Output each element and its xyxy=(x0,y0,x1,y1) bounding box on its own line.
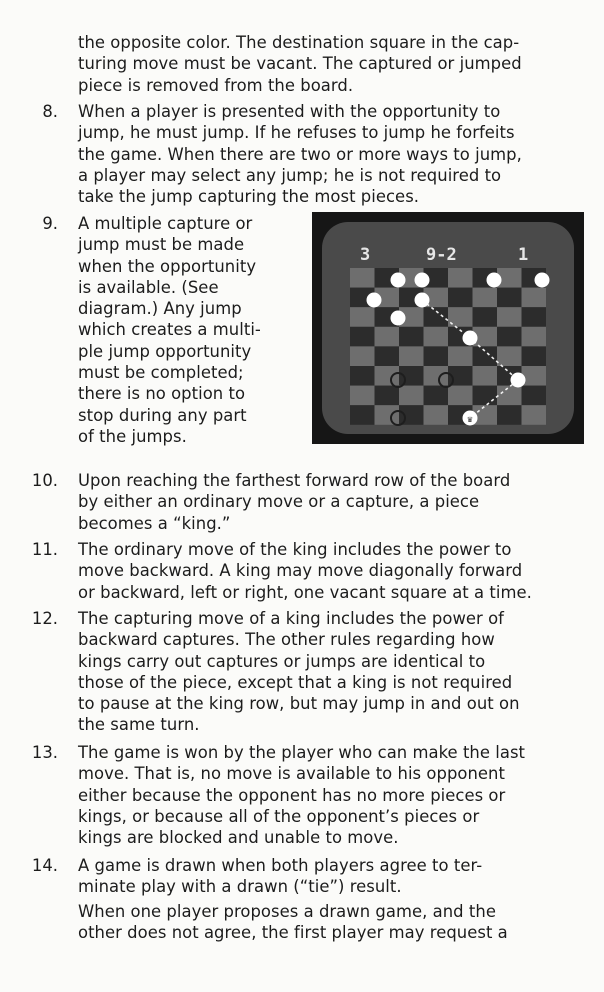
board-square xyxy=(375,346,400,366)
rule-number: 9. xyxy=(42,214,58,233)
text-line: A multiple capture or xyxy=(78,214,253,233)
text-line: minate play with a drawn (“tie”) result. xyxy=(78,877,402,897)
board-square xyxy=(350,346,375,366)
text-line: kings carry out captures or jumps are identical to xyxy=(78,651,486,671)
king-piece xyxy=(463,411,478,426)
board-square xyxy=(497,307,522,327)
text-line: kings, or because all of the opponent’s pieces or xyxy=(78,806,480,826)
text-line: either because the opponent has no more pieces or xyxy=(78,785,506,805)
rule-9-text xyxy=(78,213,261,447)
white-piece xyxy=(487,273,502,288)
board-square xyxy=(522,346,547,366)
board-square xyxy=(473,307,498,327)
rule-13-text xyxy=(78,742,525,848)
text-line: stop during any part xyxy=(78,405,247,425)
board-square xyxy=(473,288,498,308)
board-square xyxy=(522,366,547,386)
text-line: Upon reaching the farthest forward row of the board xyxy=(78,471,511,490)
rule-12-text xyxy=(78,608,520,736)
board-square xyxy=(375,386,400,406)
text-line: The game is won by the player who can make the last xyxy=(78,743,526,762)
board-square xyxy=(350,386,375,406)
board-square xyxy=(522,307,547,327)
score-center: 9-2 xyxy=(426,245,457,265)
text-line: ple jump opportunity xyxy=(78,341,252,361)
white-piece xyxy=(367,293,382,308)
board-square xyxy=(448,268,473,288)
text-line: a player may select any jump; he is not required to xyxy=(78,165,502,185)
text-line: A game is drawn when both players agree to ter- xyxy=(78,856,483,875)
text-line: backward captures. The other rules regarding how xyxy=(78,630,495,650)
board-square xyxy=(424,386,449,406)
rule-number: 10. xyxy=(31,471,58,490)
text-line: by either an ordinary move or a capture, a piece xyxy=(78,492,480,512)
rule-14-text xyxy=(78,855,482,898)
text-line: must be completed; xyxy=(78,363,244,383)
white-piece xyxy=(511,373,526,388)
white-piece xyxy=(391,273,406,288)
board-square xyxy=(522,288,547,308)
board-square xyxy=(399,346,424,366)
text-line: When a player is presented with the opportunity to xyxy=(78,102,501,121)
score-display xyxy=(360,245,528,265)
king-crown-icon: ♛ xyxy=(467,415,473,425)
score-left: 3 xyxy=(360,245,371,265)
text-line: is available. (See xyxy=(78,277,219,297)
text-line: diagram.) Any jump xyxy=(78,299,242,319)
board-square xyxy=(350,366,375,386)
board-square xyxy=(350,405,375,425)
white-piece xyxy=(415,273,430,288)
rule-number: 13. xyxy=(31,743,58,762)
text-line: jump must be made xyxy=(78,235,245,255)
white-piece xyxy=(391,311,406,326)
board-square xyxy=(473,366,498,386)
board-square xyxy=(375,366,400,386)
text-line: to pause at the king row, but may jump in and out on xyxy=(78,694,520,714)
text-line: other does not agree, the first player may request a xyxy=(78,923,508,943)
rule-8-text xyxy=(78,101,522,207)
checkers-diagram xyxy=(312,212,584,444)
text-line: when the opportunity xyxy=(78,256,257,276)
board-square xyxy=(497,288,522,308)
text-line: take the jump capturing the most pieces. xyxy=(78,187,420,207)
rule-10-text xyxy=(78,470,510,534)
board-square xyxy=(424,307,449,327)
board-square xyxy=(399,327,424,347)
text-line: the same turn. xyxy=(78,715,200,735)
text-line: there is no option to xyxy=(78,384,246,404)
board-square xyxy=(448,346,473,366)
text-line: jump, he must jump. If he refuses to jump he forfeits xyxy=(78,123,515,143)
text-line: When one player proposes a drawn game, and the xyxy=(78,902,496,921)
text-line: move backward. A king may move diagonally forward xyxy=(78,561,523,581)
board-square xyxy=(424,366,449,386)
rule-number: 8. xyxy=(42,102,58,121)
text-line: kings are blocked and unable to move. xyxy=(78,828,399,848)
text-line: the opposite color. The destination square in the cap- xyxy=(78,33,520,52)
board-square xyxy=(350,307,375,327)
white-piece xyxy=(415,293,430,308)
board-square xyxy=(497,386,522,406)
board-square xyxy=(473,386,498,406)
text-line: or backward, left or right, one vacant square at a time. xyxy=(78,582,532,602)
board-square xyxy=(375,327,400,347)
board-square xyxy=(522,327,547,347)
board-square xyxy=(497,346,522,366)
text-line: piece is removed from the board. xyxy=(78,75,354,95)
rule-number: 12. xyxy=(31,609,58,628)
text-line: the game. When there are two or more ways to jump, xyxy=(78,144,522,164)
rule-number: 11. xyxy=(31,540,58,559)
text-line: those of the piece, except that a king is not required xyxy=(78,672,513,692)
text-line: becomes a “king.” xyxy=(78,513,231,533)
board-square xyxy=(522,386,547,406)
board-square xyxy=(448,386,473,406)
board-square xyxy=(448,288,473,308)
board-square xyxy=(399,386,424,406)
white-piece xyxy=(535,273,550,288)
board-square xyxy=(424,405,449,425)
text-line: of the jumps. xyxy=(78,426,187,446)
board-square xyxy=(424,346,449,366)
board-square xyxy=(350,268,375,288)
text-line: The capturing move of a king includes the power of xyxy=(78,609,504,628)
board-square xyxy=(497,405,522,425)
score-right: 1 xyxy=(518,245,529,265)
closing-paragraph xyxy=(78,901,508,944)
board-square xyxy=(473,346,498,366)
continuation-paragraph xyxy=(78,32,522,96)
white-piece xyxy=(463,331,478,346)
board-square xyxy=(522,405,547,425)
tv-screen xyxy=(322,222,574,434)
rule-11-text xyxy=(78,539,532,603)
board-square xyxy=(497,327,522,347)
board-squares xyxy=(350,268,546,425)
board-square xyxy=(424,327,449,347)
board-square xyxy=(375,405,400,425)
text-line: turing move must be vacant. The captured or jumped xyxy=(78,54,522,74)
text-line: The ordinary move of the king includes the power to xyxy=(78,540,512,559)
checkers-board xyxy=(322,222,574,434)
board-square xyxy=(350,327,375,347)
text-line: move. That is, no move is available to his opponent xyxy=(78,764,505,784)
text-line: which creates a multi- xyxy=(78,320,261,340)
rule-number: 14. xyxy=(31,856,58,875)
